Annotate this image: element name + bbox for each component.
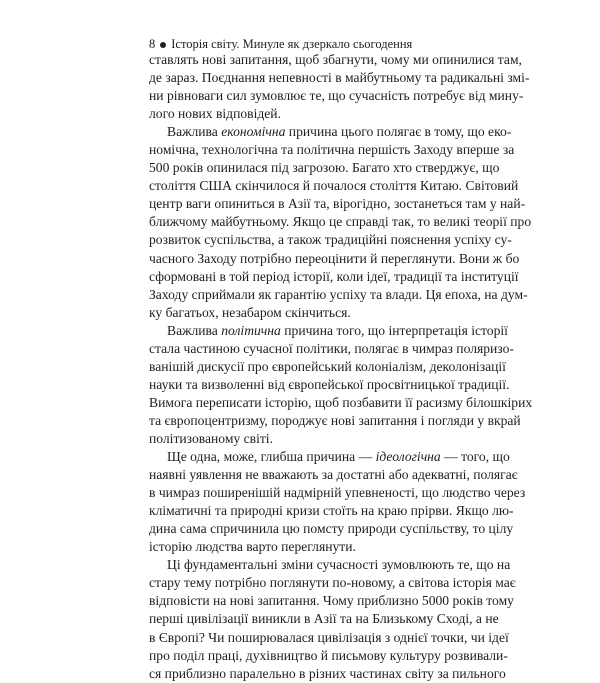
- text-line: Ще одна, може, глибша причина — ідеологічна — того, що: [167, 449, 510, 465]
- text-line: Вимога переписати історію, щоб позбавити її расизму білошкірих: [149, 394, 533, 410]
- text-line: в чимраз поширенішій надмірній упевненості, що людство через: [149, 485, 526, 501]
- text-line: стару тему потрібно поглянути по-новому, а світова історія має: [149, 575, 516, 591]
- text-line: про поділ праці, духівництво й письмову культуру розвивали-: [149, 647, 508, 663]
- text-line: Ці фундаментальні зміни сучасності зумовлюють те, що на: [167, 557, 511, 573]
- text-line: ся приблизно паралельно в різних частинах світу за пильного: [149, 665, 506, 681]
- paragraph: [149, 556, 516, 682]
- emphasis: економічна: [221, 124, 286, 140]
- text-line: кліматичні та природні кризи стоїть на краю прірви. Якщо лю-: [149, 503, 514, 519]
- text-line: ставлять нові запитання, щоб збагнути, чому ми опинилися там,: [149, 52, 522, 67]
- text-line: лого нових відповідей.: [149, 106, 281, 122]
- text-line: науки та визволенні від європейської просвітницької традиції.: [149, 376, 510, 392]
- text-line: номічна, технологічна та політична першість Заходу вперше за: [149, 142, 515, 158]
- text-line: політизованому світі.: [149, 430, 273, 446]
- text-line: та європоцентризму, породжує нові запитання і погляди у вкрай: [149, 412, 521, 428]
- page-number: 8: [149, 37, 156, 51]
- text-line: дина сама спричинила цю помсту природи суспільству, то цілу: [149, 521, 514, 537]
- text-line: століття США скінчилося й почалося століття Китаю. Світовий: [149, 178, 519, 194]
- text-line: ближчому майбутньому. Якщо це справді так, то великі теорії про: [149, 214, 532, 230]
- text-line: розвиток суспільства, а також традиційні пояснення успіху су-: [149, 232, 512, 248]
- text-line: часного Заходу потрібно переоцінити й переглянути. Вони ж бо: [149, 250, 520, 266]
- paragraph: [149, 322, 533, 448]
- text-line: ку багатьох, незабаром скінчиться.: [149, 304, 351, 320]
- text-line: центр ваги опиниться в Азії та, вірогідно, зостанеться там у най-: [149, 196, 526, 212]
- text-line: відповісти на нові запитання. Чому приблизно 5000 років тому: [149, 593, 514, 609]
- text-line: 500 років опинилася під загрозою. Багато хто стверджує, що: [149, 160, 500, 176]
- text-line: історію людства варто переглянути.: [149, 539, 356, 555]
- body-text: [149, 51, 533, 683]
- text-line: Важлива економічна причина цього полягає в тому, що еко-: [167, 124, 512, 140]
- bullet-icon: [160, 42, 166, 48]
- paragraph: [149, 448, 526, 556]
- text-line: де зараз. Поєднання непевності в майбутньому та радикальні змі-: [149, 70, 530, 86]
- paragraph: [149, 123, 532, 322]
- emphasis: ідеологічна: [375, 449, 441, 465]
- text-line: сформовані в той період історії, коли ідеї, традиції та інституції: [149, 268, 519, 284]
- text-line: Важлива політична причина того, що інтерпретація історії: [167, 322, 508, 338]
- running-head-title: Історія світу. Минуле як дзеркало сьогодення: [171, 37, 413, 51]
- text-line: стала частиною сучасної політики, полягає в чимраз поляризо-: [149, 340, 514, 356]
- running-head: [149, 36, 412, 52]
- text-line: наявні уявлення не вважають за достатні або адекватні, полягає: [149, 467, 518, 483]
- text-line: ванішій дискусії про європейський колоніалізм, деколонізації: [149, 358, 506, 374]
- paragraph: [149, 51, 530, 123]
- text-line: перші цивілізації виникли в Азії та на Близькому Сході, а не: [149, 611, 499, 627]
- emphasis: політична: [221, 322, 281, 338]
- text-line: ни рівноваги сил зумовлює те, що сучасність потребує від мину-: [149, 88, 524, 104]
- text-line: в Європі? Чи поширювалася цивілізація з однієї точки, чи ідеї: [149, 629, 509, 645]
- text-line: Заходу сприймали як гарантію успіху та влади. Ця епоха, на дум-: [149, 286, 528, 302]
